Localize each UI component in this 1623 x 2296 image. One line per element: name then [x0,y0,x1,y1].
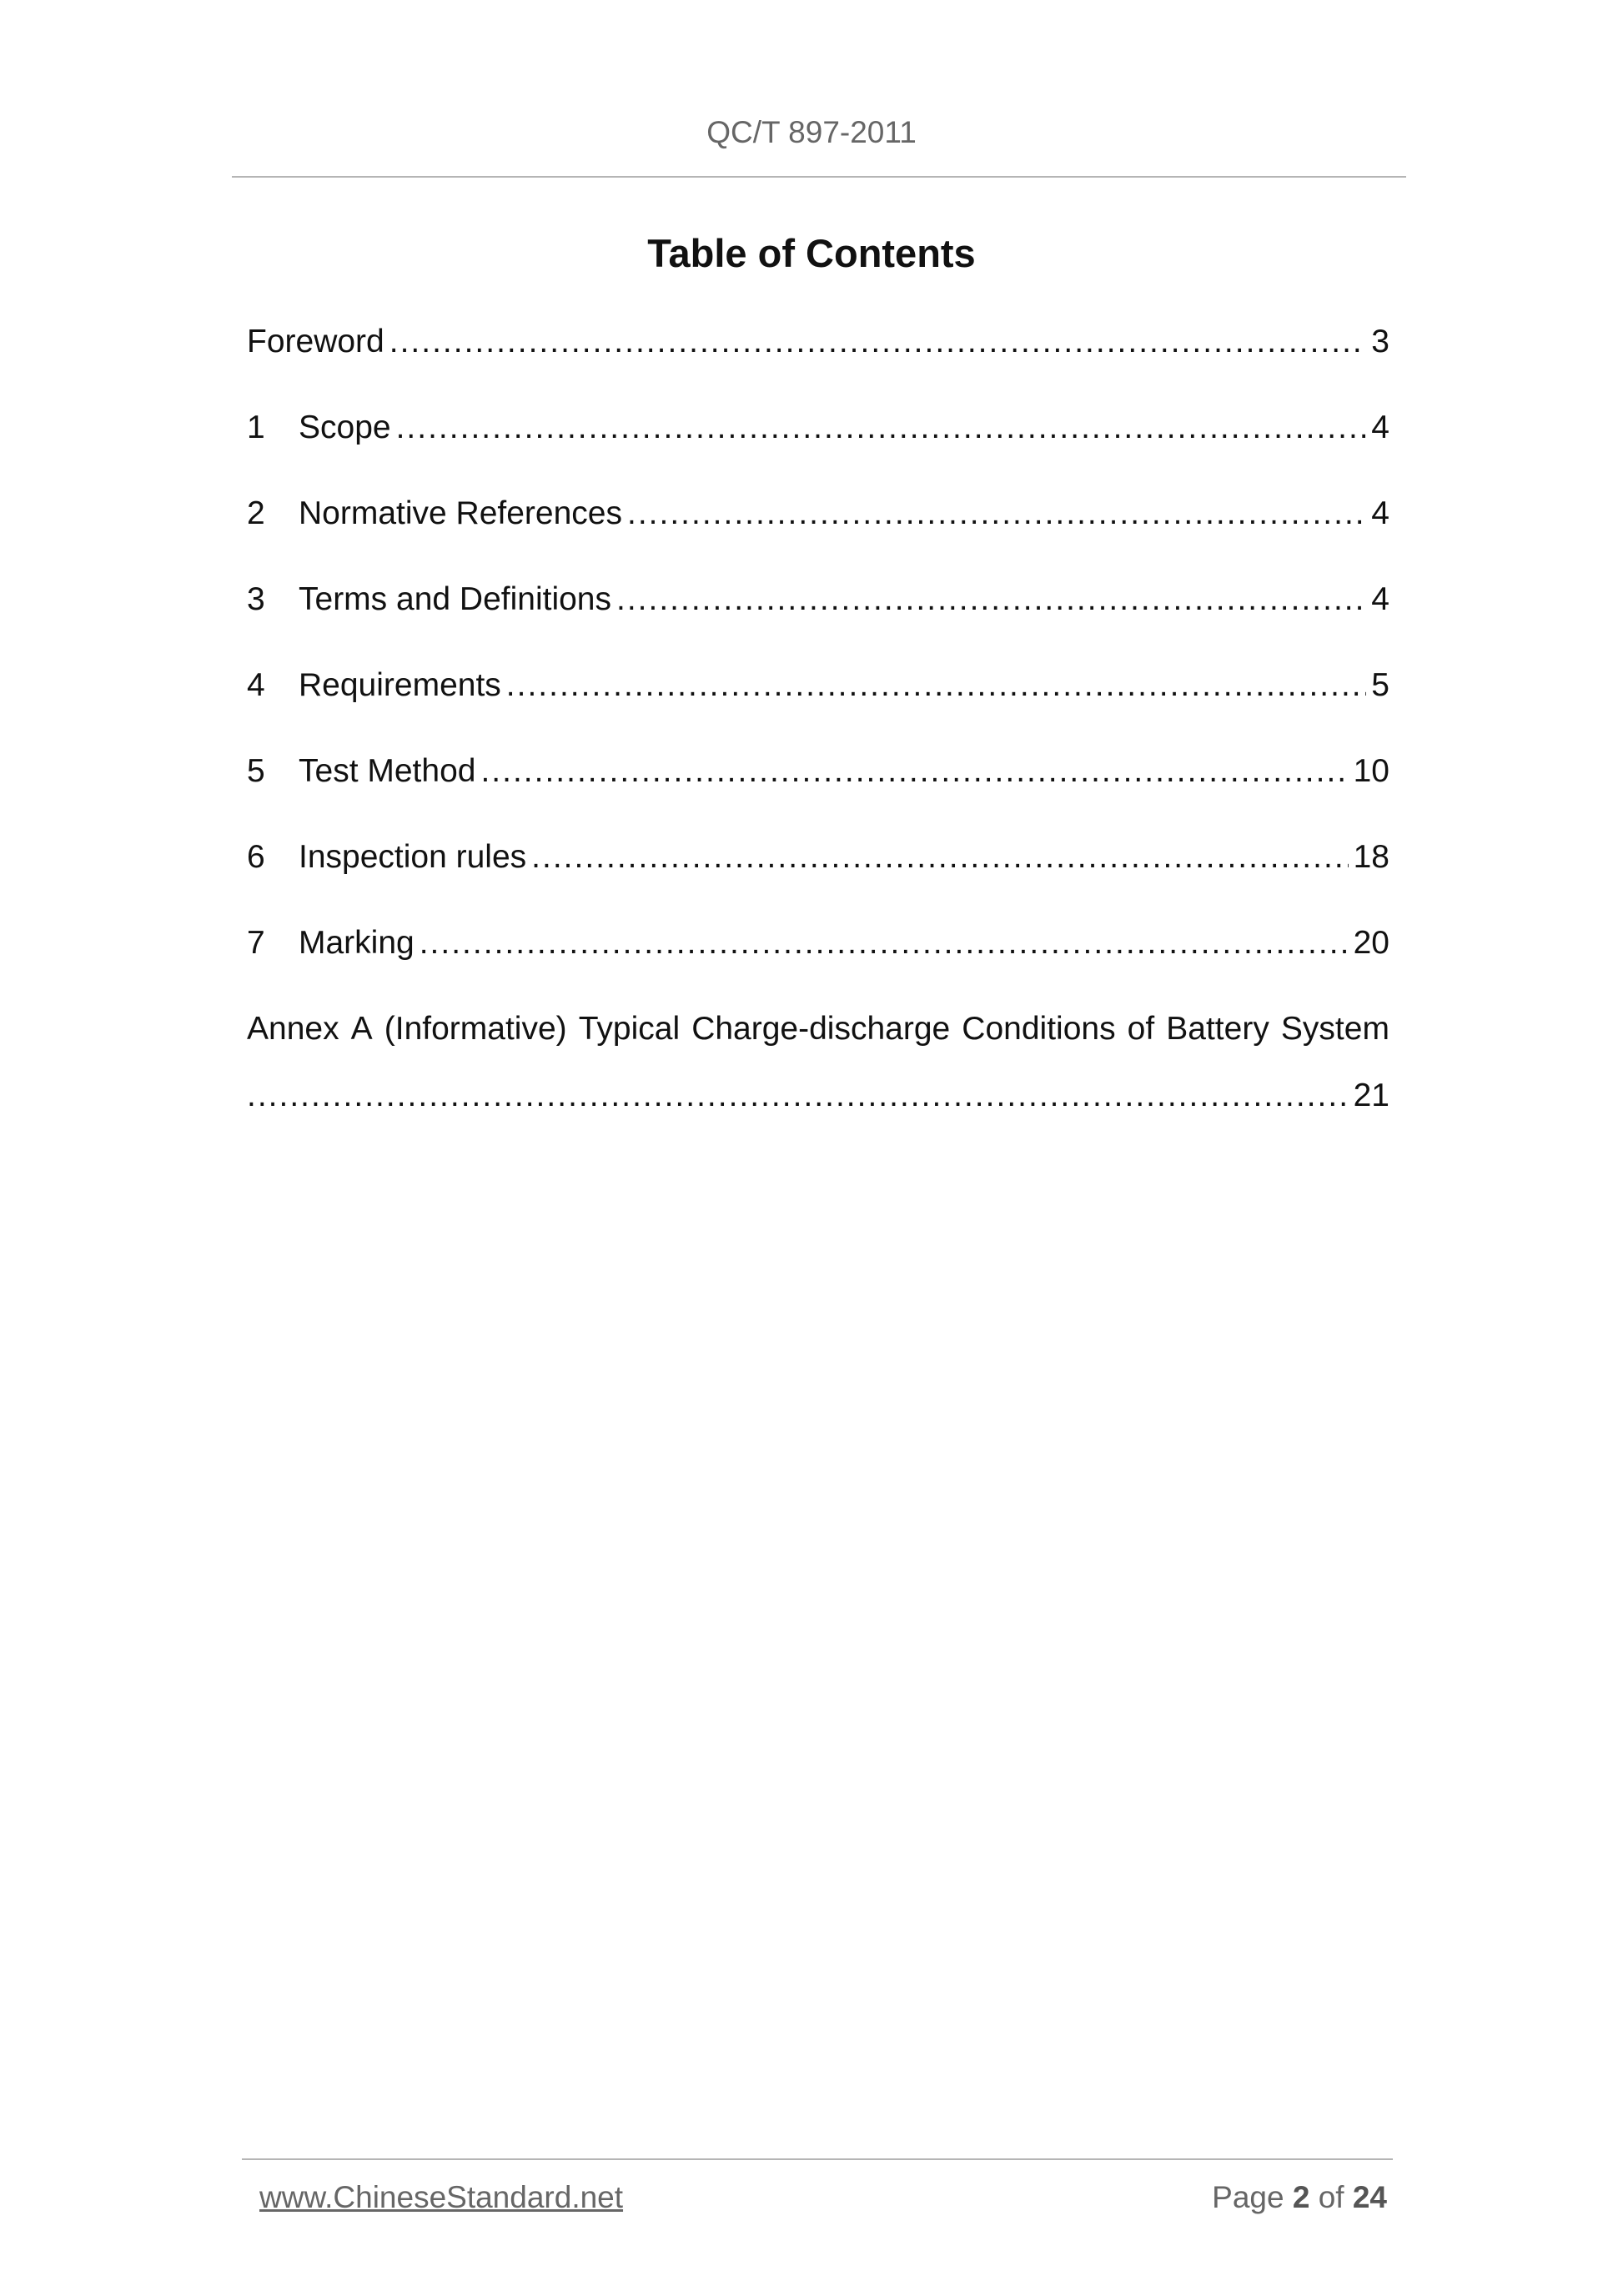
toc-entry-scope[interactable] [247,403,1389,489]
page-number [1212,2180,1387,2215]
toc-entry-annex-a[interactable] [247,1004,1389,1157]
toc-entry-number: 5 [247,753,265,789]
footer-divider [242,2158,1393,2160]
toc-entry-page: 4 [1371,409,1389,445]
annex-title-word: of [1127,1011,1155,1047]
table-of-contents [247,317,1389,1157]
toc-entry-test-method[interactable] [247,746,1389,832]
toc-entry-page: 20 [1353,925,1389,961]
annex-title-word: Conditions [962,1011,1116,1047]
toc-entry-number: 2 [247,495,265,531]
annex-title-word: (Informative) [384,1011,567,1047]
running-header: QC/T 897-2011 [706,115,917,149]
toc-entry-normative-references[interactable] [247,489,1389,575]
toc-entry-page: 10 [1353,753,1389,789]
total-pages: 24 [1352,2180,1387,2214]
toc-entry-label: Requirements [299,667,501,703]
annex-title-word: Typical [578,1011,681,1047]
toc-entry-page: 3 [1371,324,1389,359]
toc-entry-page: 4 [1371,581,1389,617]
toc-entry-label: Scope [299,409,391,445]
toc-entry-number: 1 [247,409,265,445]
toc-entry-terms-and-definitions[interactable] [247,575,1389,661]
toc-entry-label: Marking [299,925,415,961]
page-separator: of [1318,2180,1344,2214]
toc-entry-label: Inspection rules [299,839,527,875]
toc-entry-page: 18 [1353,839,1389,875]
dot-leader [531,832,1348,882]
annex-title-word: A [350,1011,373,1047]
toc-entry-label: Test Method [299,753,476,789]
dot-leader [420,918,1349,968]
annex-title-word: System [1280,1011,1389,1047]
annex-page-line [247,1071,1389,1157]
page-title: Table of Contents [647,231,976,275]
toc-entry-inspection-rules[interactable] [247,832,1389,918]
toc-entry-marking[interactable] [247,918,1389,1004]
toc-entry-foreword[interactable] [247,317,1389,403]
dot-leader [396,403,1367,453]
dot-leader [616,575,1366,625]
annex-title-line [247,1004,1389,1071]
dot-leader [627,489,1366,539]
toc-entry-number: 4 [247,667,265,703]
toc-entry-label: Terms and Definitions [299,581,611,617]
toc-entry-label: Normative References [299,495,622,531]
toc-entry-label: Foreword [247,324,384,359]
header-divider [232,176,1406,178]
page-prefix: Page [1212,2180,1284,2214]
toc-entry-page: 5 [1371,667,1389,703]
annex-title-word: Battery [1166,1011,1269,1047]
dot-leader [247,1071,1349,1121]
annex-title-word: Annex [247,1011,339,1047]
website-link[interactable]: www.ChineseStandard.net [259,2180,624,2214]
toc-entry-number: 6 [247,839,265,875]
annex-title-word: Charge-discharge [691,1011,951,1047]
toc-entry-page: 4 [1371,495,1389,531]
dot-leader [506,661,1367,711]
current-page: 2 [1292,2180,1310,2214]
toc-entry-number: 3 [247,581,265,617]
toc-entry-requirements[interactable] [247,661,1389,746]
dot-leader [389,317,1367,367]
dot-leader [480,746,1348,796]
toc-entry-page: 21 [1353,1078,1389,1113]
toc-entry-number: 7 [247,925,265,961]
